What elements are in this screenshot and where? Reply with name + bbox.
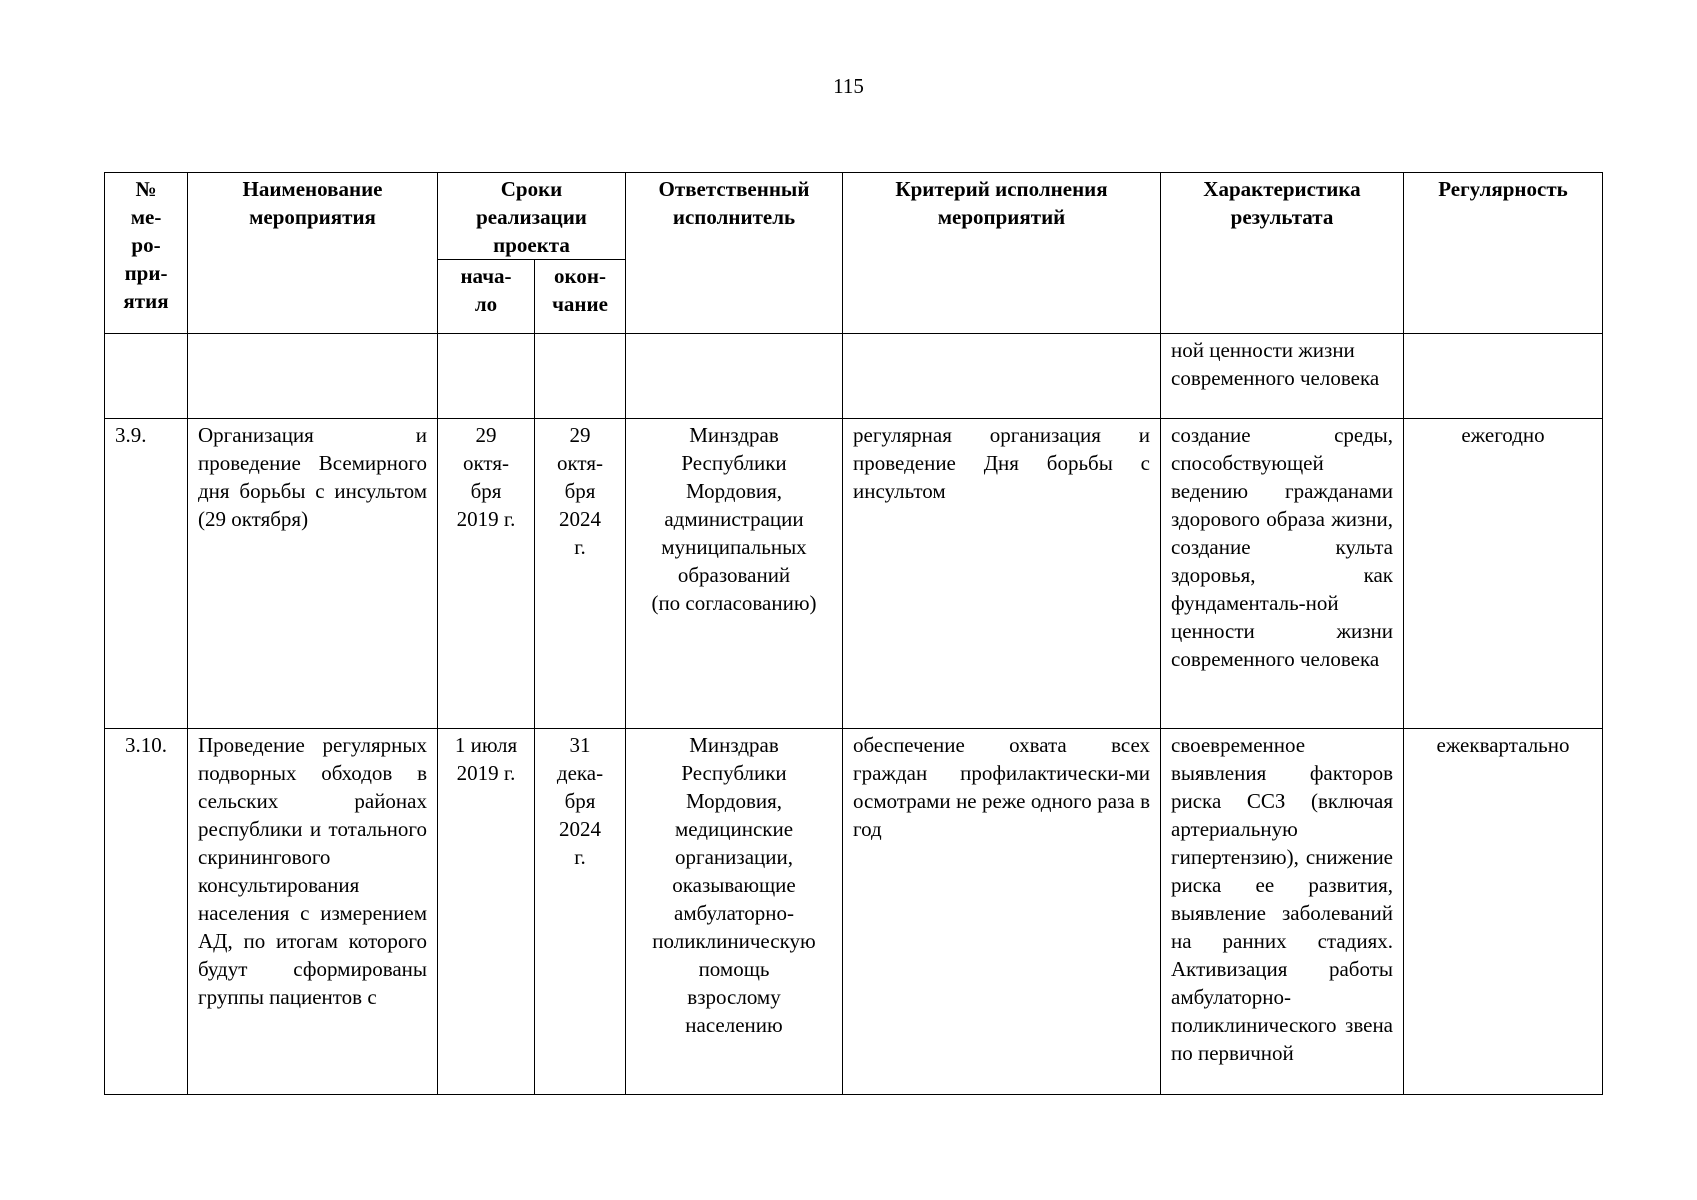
header-regularity: Регулярность	[1404, 173, 1603, 334]
header-period: Сроки реализации проекта	[438, 173, 626, 260]
cell-executor: Минздрав Республики Мордовия, медицинские организации, оказывающие амбулаторно- поликлиническую помощь взрослому населению	[626, 729, 843, 1095]
cell-end	[535, 334, 626, 419]
cell-end: 31 дека- бря 2024 г.	[535, 729, 626, 1095]
cell-regularity: ежеквартально	[1404, 729, 1603, 1095]
cell-criterion	[843, 334, 1161, 419]
cell-executor	[626, 334, 843, 419]
cell-start: 1 июля 2019 г.	[438, 729, 535, 1095]
header-number: № ме- ро- при- ятия	[105, 173, 188, 334]
header-result: Характеристика результата	[1161, 173, 1404, 334]
cell-executor: Минздрав Республики Мордовия, администрации муниципальных образований (по согласованию)	[626, 419, 843, 729]
cell-start	[438, 334, 535, 419]
activities-table	[104, 172, 1603, 1095]
cell-result: ной ценности жизни современного человека	[1161, 334, 1404, 419]
page-number: 115	[833, 74, 864, 98]
cell-activity-name: Проведение регулярных подворных обходов в сельских районах республики и тотального скринингового консультирования населения с измерением АД, по итогам которого будут сформированы группы пациентов с	[188, 729, 438, 1095]
header-end: окон- чание	[535, 260, 626, 334]
cell-number: 3.9.	[105, 419, 188, 729]
cell-result: своевременное выявления факторов риска ССЗ (включая артериальную гипертензию), снижение риска ее развития, выявление заболеваний на ранних стадиях. Активизация работы амбулаторно-поликлинического звена по первичной	[1161, 729, 1404, 1095]
cell-end: 29 октя- бря 2024 г.	[535, 419, 626, 729]
cell-activity-name	[188, 334, 438, 419]
cell-number	[105, 334, 188, 419]
header-start: нача- ло	[438, 260, 535, 334]
cell-regularity	[1404, 334, 1603, 419]
cell-activity-name: Организация и проведение Всемирного дня борьбы с инсультом (29 октября)	[188, 419, 438, 729]
cell-criterion: обеспечение охвата всех граждан профилактически-ми осмотрами не реже одного раза в год	[843, 729, 1161, 1095]
cell-regularity: ежегодно	[1404, 419, 1603, 729]
header-criterion: Критерий исполнения мероприятий	[843, 173, 1161, 334]
header-row	[105, 173, 1603, 260]
table-row	[105, 419, 1603, 729]
header-activity-name: Наименование мероприятия	[188, 173, 438, 334]
table-row	[105, 334, 1603, 419]
table-row	[105, 729, 1603, 1095]
header-executor: Ответственный исполнитель	[626, 173, 843, 334]
cell-start: 29 октя- бря 2019 г.	[438, 419, 535, 729]
cell-number: 3.10.	[105, 729, 188, 1095]
cell-result: создание среды, способствующей ведению гражданами здорового образа жизни, создание культа здоровья, как фундаменталь-ной ценности жизни современного человека	[1161, 419, 1404, 729]
cell-criterion: регулярная организация и проведение Дня борьбы с инсультом	[843, 419, 1161, 729]
